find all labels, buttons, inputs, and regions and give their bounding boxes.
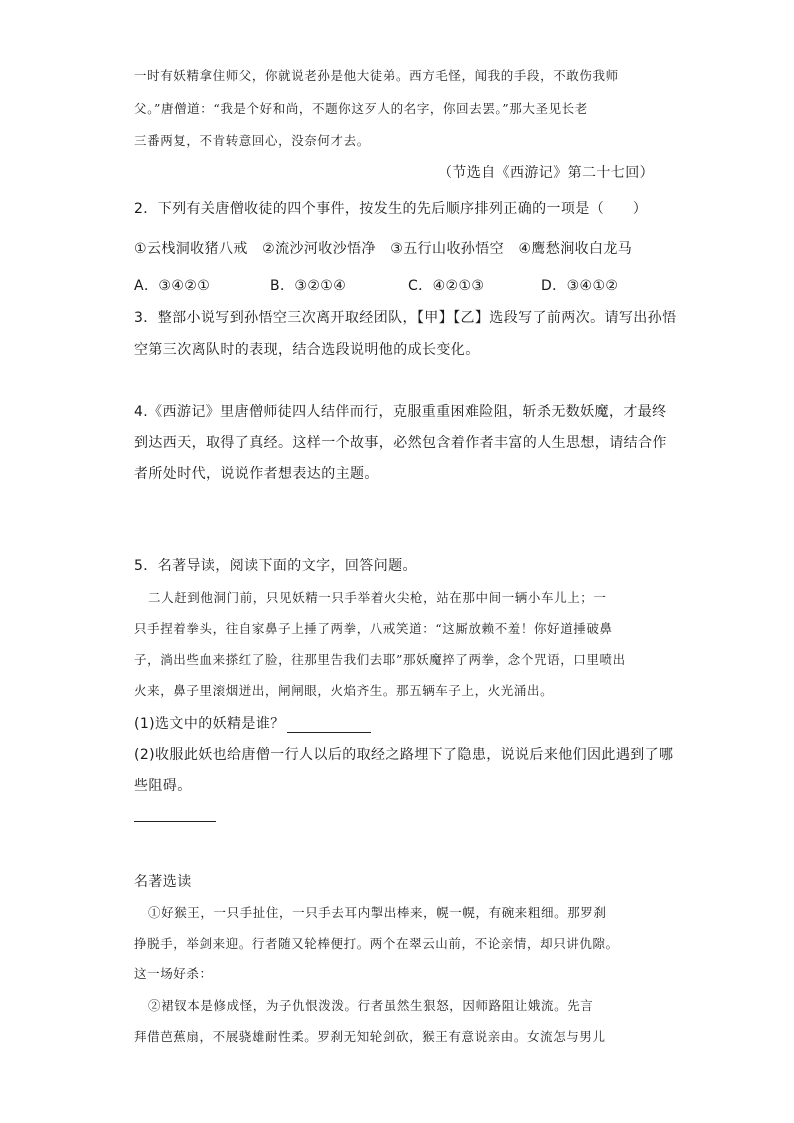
q5-title: 5．名著导读，阅读下面的文字，回答问题。 — [134, 558, 417, 574]
q5-sub1 — [134, 713, 371, 733]
q2-option-a[interactable]: A．③④②① — [134, 278, 211, 294]
q5-sub1-text: (1)选文中的妖精是谁？ — [134, 716, 285, 732]
section2-para1-line-1: ①好猴王，一只手扯住，一只手去耳内掣出棒来，幌一幌，有碗来粗细。那罗刹 — [148, 905, 607, 920]
q3-line-1: 3．整部小说写到孙悟空三次离开取经团队，【甲】【乙】选段写了前两次。请写出孙悟 — [134, 310, 677, 326]
q5-answer-line[interactable] — [134, 821, 216, 822]
passage1-line-1: 一时有妖精拿住师父，你就说老孙是他大徒弟。西方毛怪，闻我的手段，不敢伤我师 — [134, 68, 619, 83]
q5-sub1-answer-blank[interactable] — [287, 718, 371, 733]
passage1-line-2: 父。”唐僧道：“我是个好和尚，不题你这歹人的名字，你回去罢。”那大圣见长老 — [134, 101, 588, 116]
passage1-line-3: 三番两复，不肯转意回心，没奈何才去。 — [134, 133, 370, 148]
q4-line-2: 到达西天，取得了真经。这样一个故事，必然包含着作者丰富的人生思想，请结合作 — [134, 435, 667, 451]
section2-para2-line-2: 拜借芭蕉扇，不展骁雄耐性柔。罗刹无知轮剑砍，猴王有意说亲由。女流怎与男儿 — [134, 1029, 606, 1044]
q5-passage-line-4: 火来，鼻子里滚烟迸出，闸闸眼，火焰齐生。那五辆车子上，火光涌出。 — [134, 683, 554, 698]
section2-para1-line-2: 挣脱手，举剑来迎。行者随又轮棒便打。两个在翠云山前，不论亲情，却只讲仇隙。 — [134, 936, 619, 951]
q3-line-2: 空第三次离队时的表现，结合选段说明他的成长变化。 — [134, 342, 480, 358]
q2-stem: 2．下列有关唐僧收徒的四个事件，按发生的先后顺序排列正确的一项是（ ） — [134, 201, 648, 217]
q4-line-1: 4.《西游记》里唐僧师徒四人结伴而行，克服重重困难险阻，斩杀无数妖魔，才最终 — [134, 404, 667, 420]
q2-options — [134, 275, 618, 295]
q5-passage-line-3: 子，淌出些血来搽红了脸，往那里告我们去耶”那妖魔捽了两拳，念个咒语，口里喷出 — [134, 652, 626, 667]
q5-passage-line-1: 二人赶到他洞门前，只见妖精一只手举着火尖枪，站在那中间一辆小车儿上；一 — [148, 590, 607, 605]
q5-sub2-line-1: (2)收服此妖也给唐僧一行人以后的取经之路埋下了隐患，说说后来他们因此遇到了哪 — [134, 747, 674, 763]
section2-para1-line-3: 这一场好杀： — [134, 966, 213, 981]
passage1-source: （节选自《西游记》第二十七回） — [438, 165, 654, 181]
q2-events: ①云栈洞收猪八戒 ②流沙河收沙悟净 ③五行山收孙悟空 ④鹰愁涧收白龙马 — [134, 241, 633, 257]
q4-line-3: 者所处时代，说说作者想表达的主题。 — [134, 466, 379, 482]
q5-passage-line-2: 只手捏着拳头，往自家鼻子上捶了两拳，八戒笑道：“这厮放赖不羞！你好道捶破鼻 — [134, 621, 613, 636]
q2-option-d[interactable]: D．③④①② — [541, 278, 619, 294]
section2-title: 名著选读 — [134, 874, 192, 890]
q2-option-c[interactable]: C．④②①③ — [408, 278, 485, 294]
q2-option-b[interactable]: B．③②①④ — [270, 278, 347, 294]
section2-para2-line-1: ②裙钗本是修成怪，为子仇恨泼泼。行者虽然生狠怒，因师路阻让娥流。先言 — [148, 998, 594, 1013]
q5-sub2-line-2: 些阻碍。 — [134, 778, 192, 794]
